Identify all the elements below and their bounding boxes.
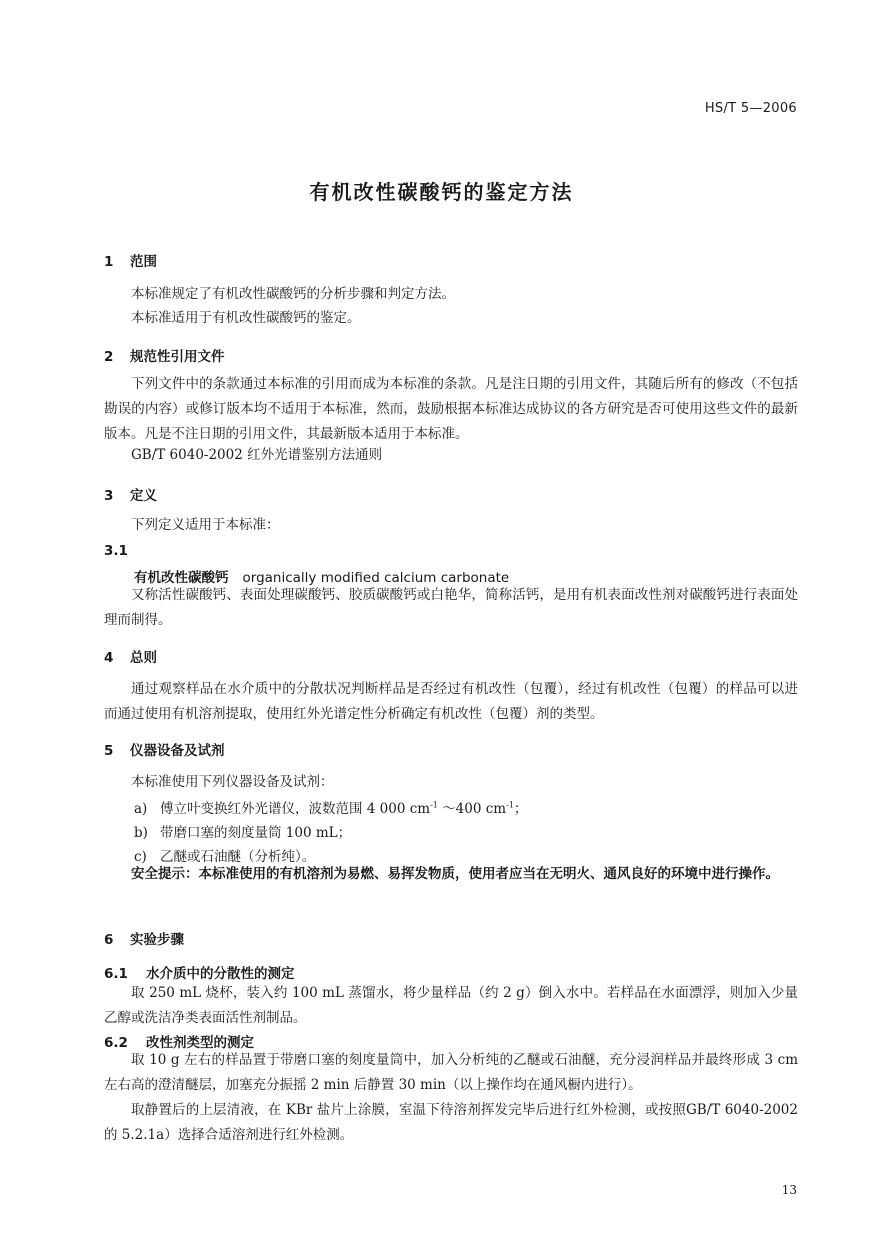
section-number: 5 xyxy=(104,743,114,759)
list-label: b) xyxy=(134,825,148,841)
list-text: 乙醚或石油醚（分析纯）。 xyxy=(160,849,316,865)
section-number: 3 xyxy=(104,488,114,504)
list-item xyxy=(134,797,527,817)
section-number: 4 xyxy=(104,650,114,666)
paragraph: 本标准适用于有机改性碳酸钙的鉴定。 xyxy=(131,310,361,326)
paragraph: 取 250 mL 烧杯，装入约 100 mL 蒸馏水，将少量样品（约 2 g）倒入水中。若样品在水面漂浮，则加入少量乙醇或洗洁净类表面活性剂制品。 xyxy=(104,985,798,1026)
subsection-number: 6.2 xyxy=(104,1035,128,1051)
paragraph: 本标准规定了有机改性碳酸钙的分析步骤和判定方法。 xyxy=(131,286,455,302)
list-text: ； xyxy=(513,801,528,817)
section-number: 1 xyxy=(104,254,114,270)
paragraph: 通过观察样品在水介质中的分散状况判断样品是否经过有机改性（包覆），经过有机改性（包覆）的样品可以进而通过使用有机溶剂提取，使用红外光谱定性分析确定有机改性（包覆）剂的类型。 xyxy=(104,681,798,722)
section-title: 总则 xyxy=(130,650,157,666)
superscript: -1 xyxy=(506,800,514,810)
section-6-heading xyxy=(104,928,184,948)
definition: 又称活性碳酸钙、表面处理碳酸钙、胶质碳酸钙或白艳华，简称活钙，是用有机表面改性剂对碳酸钙进行表面处理而制得。 xyxy=(104,587,798,628)
section-number: 2 xyxy=(104,349,114,365)
section-3-heading xyxy=(104,484,157,504)
section-title: 规范性引用文件 xyxy=(130,349,225,365)
section-1-heading xyxy=(104,250,157,270)
paragraph: 本标准使用下列仪器设备及试剂： xyxy=(131,774,334,790)
section-title: 实验步骤 xyxy=(130,932,184,948)
section-title: 定义 xyxy=(130,488,157,504)
section-4-heading xyxy=(104,646,157,666)
paragraph: 下列定义适用于本标准： xyxy=(131,517,280,533)
superscript: -1 xyxy=(430,800,438,810)
subsection-title: 改性剂类型的测定 xyxy=(146,1035,254,1051)
section-title: 范围 xyxy=(130,254,157,270)
term-english: organically modified calcium carbonate xyxy=(242,570,510,586)
list-item xyxy=(134,821,351,841)
list-text: 傅立叶变换红外光谱仪，波数范围 4 000 cm xyxy=(160,801,431,817)
list-text: 带磨口塞的刻度量筒 100 mL； xyxy=(160,825,352,841)
reference-entry: GB/T 6040-2002 红外光谱鉴别方法通则 xyxy=(131,447,383,463)
section-number: 6 xyxy=(104,932,114,948)
term-chinese: 有机改性碳酸钙 xyxy=(134,570,229,586)
section-title: 仪器设备及试剂 xyxy=(130,743,225,759)
paragraph: 下列文件中的条款通过本标准的引用而成为本标准的条款。凡是注日期的引用文件，其随后所有的修改（不包括勘误的内容）或修订版本均不适用于本标准，然而，鼓励根据本标准达成协议的各方研究是否可使用这些文件的最新版本。凡是不注日期的引用文件，其最新版本适用于本标准。 xyxy=(104,376,798,442)
subsection-6-1-heading xyxy=(104,962,295,982)
paragraph: 取 10 g 左右的样品置于带磨口塞的刻度量筒中，加入分析纯的乙醚或石油醚，充分浸润样品并最终形成 3 cm 左右高的澄清醚层，加塞充分振摇 2 min 后静置 30 min（以上操作均在通风橱内进行）。 xyxy=(104,1052,798,1093)
subsection-number: 6.1 xyxy=(104,966,128,982)
page-number: 13 xyxy=(781,1183,797,1197)
list-label: c) xyxy=(134,849,147,865)
subsection-number: 3.1 xyxy=(104,543,128,559)
list-label: a) xyxy=(134,801,148,817)
list-text: ～400 cm xyxy=(437,801,507,817)
safety-notice: 安全提示：本标准使用的有机溶剂为易燃、易挥发物质，使用者应当在无明火、通风良好的环境中进行操作。 xyxy=(131,866,779,882)
paragraph: 取静置后的上层清液，在 KBr 盐片上涂膜，室温下待溶剂挥发完毕后进行红外检测，或按照GB/T 6040-2002 的 5.2.1a）选择合适溶剂进行红外检测。 xyxy=(104,1102,798,1143)
section-5-heading xyxy=(104,739,225,759)
section-2-heading xyxy=(104,345,225,365)
subsection-title: 水介质中的分散性的测定 xyxy=(146,966,295,982)
document-title: 有机改性碳酸钙的鉴定方法 xyxy=(309,180,574,204)
standard-code: HS/T 5—2006 xyxy=(704,101,797,116)
